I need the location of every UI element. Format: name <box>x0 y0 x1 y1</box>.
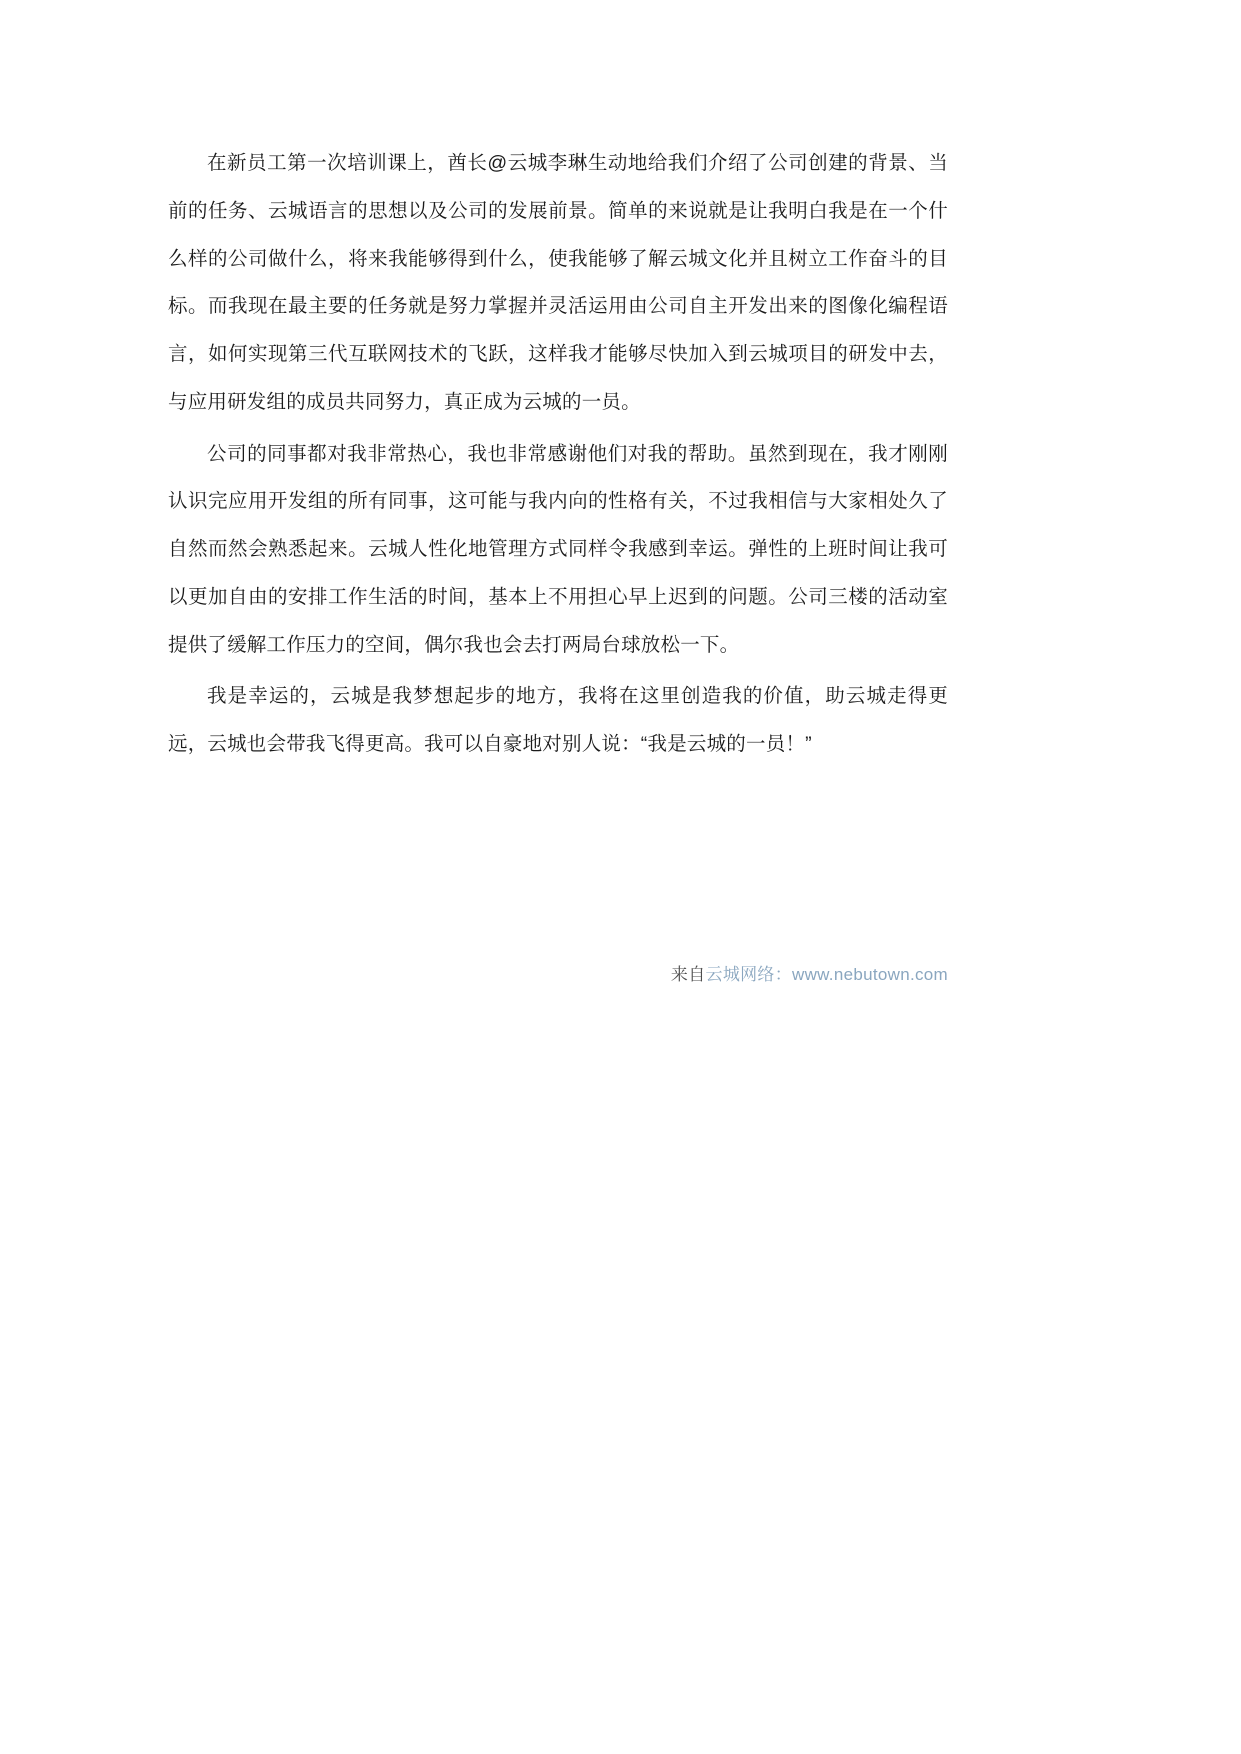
paragraph: 在新员工第一次培训课上，酋长@云城李琳生动地给我们介绍了公司创建的背景、当前的任务、云城语言的思想以及公司的发展前景。简单的来说就是让我明白我是在一个什么样的公司做什么，将来我能够得到什么，使我能够了解云城文化并且树立工作奋斗的目标。而我现在最主要的任务就是努力掌握并灵活运用由公司自主开发出来的图像化编程语言，如何实现第三代互联网技术的飞跃，这样我才能够尽快加入到云城项目的研发中去，与应用研发组的成员共同努力，真正成为云城的一员。 <box>168 152 948 413</box>
document-body <box>168 140 948 769</box>
footer-source-link[interactable]: 云城网络：www.nebutown.com <box>705 965 948 984</box>
document-footer <box>168 960 948 985</box>
paragraph: 我是幸运的，云城是我梦想起步的地方，我将在这里创造我的价值，助云城走得更远，云城也会带我飞得更高。我可以自豪地对别人说：“我是云城的一员！” <box>168 685 948 756</box>
paragraph: 公司的同事都对我非常热心，我也非常感谢他们对我的帮助。虽然到现在，我才刚刚认识完应用开发组的所有同事，这可能与我内向的性格有关，不过我相信与大家相处久了自然而然会熟悉起来。云城人性化地管理方式同样令我感到幸运。弹性的上班时间让我可以更加自由的安排工作生活的时间，基本上不用担心早上迟到的问题。公司三楼的活动室提供了缓解工作压力的空间，偶尔我也会去打两局台球放松一下。 <box>168 442 948 656</box>
footer-prefix: 来自 <box>670 965 706 984</box>
